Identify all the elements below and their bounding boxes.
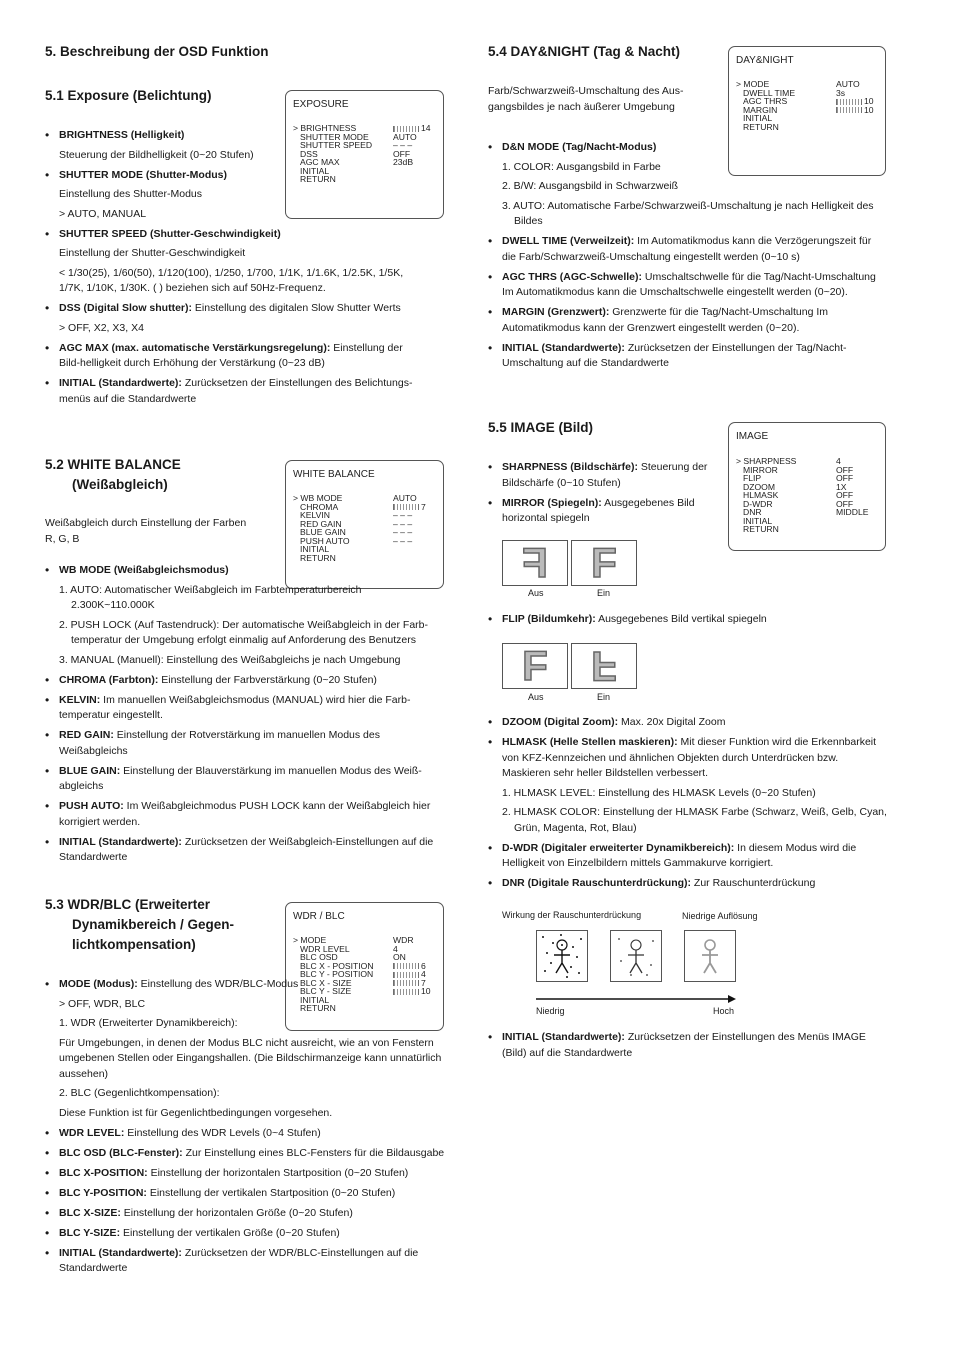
section-5-1-title: 5.1 Exposure (Belichtung) — [45, 88, 212, 103]
item-heading: BLC Y-SIZE: — [59, 1226, 121, 1239]
osd-value-text: MIDDLE — [836, 507, 869, 517]
section-5-2-title-line1: 5.2 WHITE BALANCE — [45, 457, 181, 472]
item-subline: Einstellung der Shutter-Geschwindigkeit — [59, 247, 246, 259]
osd-value-text: AUTO — [836, 79, 860, 89]
osd-key: D-WDR — [743, 498, 773, 509]
osd-key: DWELL TIME — [743, 87, 796, 98]
osd-title: IMAGE — [736, 431, 769, 442]
dnr-high-label: Hoch — [713, 1006, 735, 1016]
section-5-3-title-line3: lichtkompensation) — [72, 937, 196, 952]
list-item — [45, 1186, 445, 1202]
osd-key: DZOOM — [743, 481, 775, 492]
item-subline: 2. BLC (Gegenlichtkompensation): — [59, 1087, 220, 1099]
item-text: Zurücksetzen der Einstellungen der Tag/Nacht-Umschaltung auf die Standardwerte — [502, 341, 847, 369]
image-initial-list — [488, 1030, 888, 1066]
osd-key: KELVIN — [300, 510, 330, 520]
item-text: Einstellung der horizontalen Startposition (0~20 Stufen) — [147, 1166, 409, 1179]
list-item — [488, 270, 888, 301]
dnr-noisy-image — [536, 930, 588, 982]
item-heading: SHUTTER SPEED (Shutter-Geschwindigkeit) — [59, 227, 281, 240]
osd-row — [293, 554, 437, 563]
osd-title: WHITE BALANCE — [293, 469, 375, 480]
osd-rows — [293, 494, 437, 562]
item-subline: 3. AUTO: Automatische Farbe/Schwarzweiß-Umschaltung je nach Helligkeit des Bildes — [502, 199, 874, 227]
osd-key: DNR — [743, 507, 762, 517]
osd-value-text: – – – — [393, 527, 413, 537]
list-item — [45, 563, 445, 668]
osd-value-text: 4 — [393, 943, 398, 954]
osd-key: > MODE — [293, 935, 327, 945]
osd-key: BLUE GAIN — [300, 527, 346, 537]
image-list-b — [488, 715, 888, 896]
item-text: Grenzwerte für die Tag/Nacht-Umschaltung Im Automatikmodus kann der Grenzwert eingestellt werden (0~20). — [502, 306, 828, 334]
flip-off-image: F — [502, 643, 568, 689]
osd-value — [393, 494, 417, 503]
osd-value — [836, 106, 874, 115]
list-item — [45, 1146, 445, 1162]
item-text: Zur Rauschunterdrückung — [691, 877, 816, 889]
osd-key: CHROMA — [300, 501, 339, 512]
item-subline: > AUTO, MANUAL — [59, 207, 147, 220]
list-item — [488, 140, 888, 230]
item-subline: Steuerung der Bildhelligkeit (0~20 Stufen) — [59, 148, 254, 161]
item-text: Einstellung des WDR Levels (0~4 Stufen) — [124, 1126, 321, 1139]
osd-key: MARGIN — [743, 104, 778, 115]
item-subline: 1. WDR (Erweiterter Dynamikbereich): — [59, 1017, 238, 1029]
osd-key: SHUTTER SPEED — [300, 140, 373, 150]
slider-bar-icon — [393, 963, 419, 969]
osd-value-text: 4 — [836, 456, 841, 466]
osd-key: DSS — [300, 148, 318, 159]
item-text: Umschaltschwelle für die Tag/Nacht-Umschaltung Im Automatikmodus kann die Umschaltschwelle eingestellt werden (0~20). — [502, 270, 876, 298]
list-item — [45, 128, 425, 163]
item-heading: BLC OSD (BLC-Fenster): — [59, 1146, 183, 1159]
item-text: Einstellung der vertikalen Größe (0~20 Stufen) — [120, 1226, 340, 1239]
list-item — [488, 460, 713, 491]
list-item — [45, 728, 445, 759]
osd-value-text: – – – — [393, 510, 413, 520]
mirror-on-image: F — [571, 540, 637, 586]
stick-figure-medium-icon — [611, 931, 661, 981]
osd-key: AGC MAX — [300, 157, 340, 167]
item-heading: INITIAL (Standardwerte): — [502, 341, 625, 354]
osd-key: RETURN — [743, 121, 779, 132]
list-item — [45, 799, 445, 830]
osd-key: RETURN — [300, 552, 336, 563]
osd-value-text: 10 — [421, 986, 431, 996]
section-5-3-title-line1: 5.3 WDR/BLC (Erweiterter — [45, 897, 211, 912]
item-heading: SHUTTER MODE (Shutter-Modus) — [59, 168, 227, 181]
item-text: In diesem Modus wird die Helligkeit von Einzelbildern mittels Gammakurve korrigiert. — [502, 841, 857, 869]
list-item — [45, 165, 425, 223]
osd-rows — [736, 457, 879, 534]
item-text: Einstellung der horizontalen Größe (0~20 Stufen) — [120, 1206, 353, 1219]
item-text: Zurücksetzen der Einstellungen des Menüs IMAGE (Bild) auf die Standardwerte — [502, 1031, 866, 1059]
osd-key: RETURN — [300, 174, 336, 184]
list-item — [488, 496, 713, 527]
osd-value-text: 3s — [836, 87, 846, 98]
osd-value-text: 7 — [421, 977, 426, 988]
dnr-low-label: Niedrig — [536, 1006, 565, 1016]
list-item — [488, 612, 888, 628]
section-5-3-title-line2: Dynamikbereich / Gegen- — [72, 917, 235, 932]
item-heading: RED GAIN: — [59, 729, 114, 741]
osd-value — [836, 508, 868, 517]
list-item — [45, 673, 445, 689]
osd-value-text: OFF — [836, 498, 854, 509]
item-heading: BLC X-SIZE: — [59, 1206, 121, 1219]
item-heading: DNR (Digitale Rauschunterdrückung): — [502, 877, 692, 889]
flip-list — [488, 612, 888, 632]
item-heading: BRIGHTNESS (Helligkeit) — [59, 129, 185, 141]
item-heading: DZOOM (Digital Zoom): — [502, 716, 619, 728]
osd-title: DAY&NIGHT — [736, 55, 794, 66]
item-heading: DWELL TIME (Verweilzeit): — [502, 235, 635, 247]
list-item — [488, 1030, 888, 1061]
osd-key: HLMASK — [743, 490, 779, 500]
list-item — [45, 977, 445, 1121]
osd-key: BLC Y - POSITION — [300, 969, 374, 979]
flip-off-caption: Aus — [528, 692, 544, 702]
item-heading: BLUE GAIN: — [59, 764, 121, 777]
flip-on-image: F — [571, 643, 637, 689]
mirror-off-image: F — [502, 540, 568, 586]
item-text: Einstellung der Bild-helligkeit durch Erhöhung der Verstärkung (0~23 dB) — [59, 341, 403, 369]
osd-key: WDR LEVEL — [300, 943, 350, 954]
list-item — [45, 835, 445, 866]
item-heading: DSS (Digital Slow shutter): — [59, 302, 193, 314]
osd-key: RETURN — [743, 524, 779, 534]
item-text: Im Automatikmodus kann die Verzögerungszeit für die Farb/Schwarzweiß-Umschaltung eingestellt werden (0~10 s) — [502, 235, 872, 263]
list-item — [45, 1166, 445, 1182]
image-osd — [728, 422, 886, 551]
item-text: Einstellung der Blauverstärkung im manuellen Modus des Weiß-abgleichs — [59, 764, 422, 792]
section-5-2-title-line2: (Weißabgleich) — [72, 477, 168, 492]
osd-value-text: 7 — [421, 501, 426, 512]
list-item — [45, 764, 445, 795]
slider-bar-icon — [836, 99, 862, 105]
item-heading: AGC MAX (max. automatische Verstärkungsregelung): — [59, 341, 331, 354]
item-heading: WB MODE (Weißabgleichsmodus) — [59, 564, 229, 576]
item-subline: Einstellung des Shutter-Modus — [59, 188, 202, 200]
osd-rows — [736, 80, 879, 131]
dnr-lowres-image — [684, 930, 736, 982]
item-text: Im manuellen Weißabgleichsmodus (MANUAL) wird hier die Farb-temperatur eingestellt. — [59, 693, 411, 721]
item-heading: BLC Y-POSITION: — [59, 1186, 147, 1199]
item-heading: D&N MODE (Tag/Nacht-Modus) — [502, 141, 657, 153]
osd-key: > MODE — [736, 79, 770, 89]
stick-figure-blurred-icon — [685, 931, 735, 981]
osd-value-text: 10 — [864, 96, 874, 106]
item-text: Zurücksetzen der Weißabgleich-Einstellungen auf die Standardwerte — [59, 835, 434, 863]
item-heading: INITIAL (Standardwerte): — [502, 1031, 625, 1043]
item-heading: SHARPNESS (Bildschärfe): — [502, 461, 638, 473]
osd-value — [836, 89, 845, 98]
list-item — [45, 301, 425, 336]
dnr-scale-arrow-icon — [536, 993, 736, 1005]
item-heading: CHROMA (Farbton): — [59, 673, 159, 686]
osd-key: > WB MODE — [293, 493, 343, 503]
white-balance-intro: Weißabgleich durch Einstellung der Farben R, G, B — [45, 517, 247, 545]
item-text: Einstellung der Rotverstärkung im manuellen Modus des Weißabgleichs — [59, 729, 380, 757]
osd-value-text: AUTO — [393, 131, 417, 142]
item-text: Zurücksetzen der Einstellungen des Belichtungs-menüs auf die Standardwerte — [59, 377, 413, 405]
list-item — [45, 1246, 445, 1277]
dnr-medium-image — [610, 930, 662, 982]
osd-key: BLC Y - SIZE — [300, 986, 352, 996]
item-heading: INITIAL (Standardwerte): — [59, 1246, 182, 1259]
item-heading: MIRROR (Spiegeln): — [502, 496, 602, 509]
osd-key: > SHARPNESS — [736, 456, 797, 466]
item-text: Max. 20x Digital Zoom — [618, 716, 726, 728]
list-item — [45, 227, 425, 297]
osd-key: MIRROR — [743, 464, 778, 475]
item-text: Zurücksetzen der WDR/BLC-Einstellungen auf die Standardwerte — [59, 1246, 419, 1274]
osd-value-text: 14 — [421, 123, 431, 133]
day-night-intro: Farb/Schwarzweiß-Umschaltung des Aus-gangsbildes je nach äußerer Umgebung — [488, 85, 684, 113]
item-subline: 1. AUTO: Automatischer Weißabgleich im Farbtemperaturbereich 2.300K~110.000K — [59, 583, 362, 611]
item-subline: 1. HLMASK LEVEL: Einstellung des HLMASK Levels (0~20 Stufen) — [502, 786, 816, 799]
osd-value-text: 6 — [421, 960, 426, 971]
osd-key: RED GAIN — [300, 518, 342, 529]
item-subline: Diese Funktion ist für Gegenlichtbedingungen vorgesehen. — [59, 1106, 333, 1119]
item-subline: 1. COLOR: Ausgangsbild in Farbe — [502, 160, 661, 173]
image-list-a — [488, 460, 713, 531]
osd-value-text: – – – — [393, 140, 413, 150]
item-text: Einstellung des digitalen Slow Shutter Werts — [192, 302, 401, 314]
osd-key: BLC X - SIZE — [300, 977, 352, 988]
osd-key: BLC OSD — [300, 952, 338, 962]
osd-value-text: 10 — [864, 104, 874, 115]
item-text: Einstellung der Farbverstärkung (0~20 Stufen) — [158, 673, 377, 686]
osd-value-text: – – – — [393, 535, 413, 546]
item-heading: KELVIN: — [59, 693, 101, 706]
list-item — [45, 1226, 445, 1242]
item-text: Einstellung des WDR/BLC-Modus — [137, 978, 299, 990]
osd-key: INITIAL — [300, 994, 330, 1005]
osd-value — [393, 953, 406, 962]
section-5-title: 5. Beschreibung der OSD Funktion — [45, 44, 269, 59]
flip-on-caption: Ein — [597, 692, 611, 702]
item-heading: INITIAL (Standardwerte): — [59, 377, 182, 389]
osd-value-text: AUTO — [393, 493, 417, 503]
osd-title: EXPOSURE — [293, 99, 349, 110]
item-heading: D-WDR (Digitaler erweiterter Dynamikbereich): — [502, 841, 735, 854]
item-subline: 2. B/W: Ausgangsbild in Schwarzweiß — [502, 180, 679, 192]
item-subline: > OFF, X2, X3, X4 — [59, 321, 144, 334]
item-subline: 3. MANUAL (Manuell): Einstellung des Weißabgleichs je nach Umgebung — [59, 653, 401, 666]
list-item — [488, 841, 888, 872]
osd-key: SHUTTER MODE — [300, 131, 369, 142]
item-heading: WDR LEVEL: — [59, 1126, 125, 1139]
item-subline: > OFF, WDR, BLC — [59, 997, 146, 1010]
item-heading: HLMASK (Helle Stellen maskieren): — [502, 736, 678, 748]
osd-key: INITIAL — [300, 165, 330, 176]
item-text: Ausgegebenes Bild vertikal spiegeln — [595, 613, 767, 625]
list-item — [488, 305, 888, 336]
osd-row — [736, 525, 879, 534]
osd-value-text: OFF — [393, 148, 411, 159]
list-item — [488, 341, 888, 372]
item-text: Einstellung der vertikalen Startposition (0~20 Stufen) — [146, 1186, 396, 1199]
mirror-on-caption: Ein — [597, 588, 611, 598]
item-heading: MODE (Modus): — [59, 978, 138, 990]
exposure-list — [45, 128, 425, 412]
item-subline: < 1/30(25), 1/60(50), 1/120(100), 1/250, 1/700, 1/1K, 1/1.6K, 1/2.5K, 1/5K, 1/7K, 1/10K, 1/30K. ( ) beziehen sich auf 50Hz-Frequenz. — [59, 266, 404, 294]
section-5-4-title: 5.4 DAY&NIGHT (Tag & Nacht) — [488, 44, 681, 59]
item-text: Zur Einstellung eines BLC-Fensters für die Bildausgabe — [182, 1146, 445, 1159]
dnr-effect-caption: Wirkung der Rauschunterdrückung — [502, 910, 642, 920]
item-heading: INITIAL (Standardwerte): — [59, 835, 182, 848]
osd-value-text: ON — [393, 952, 406, 962]
item-text: Ausgegebenes Bild horizontal spiegeln — [502, 496, 695, 524]
item-text: Im Weißabgleichmodus PUSH LOCK kann der Weißabgleich hier korrigiert werden. — [59, 800, 431, 828]
list-item — [488, 715, 888, 731]
osd-key: RETURN — [300, 1003, 336, 1013]
section-5-5-title: 5.5 IMAGE (Bild) — [488, 420, 594, 435]
stick-figure-noisy-icon — [537, 931, 587, 981]
osd-key: > BRIGHTNESS — [293, 123, 357, 133]
item-heading: MARGIN (Grenzwert): — [502, 306, 610, 318]
osd-value-text: WDR — [393, 935, 414, 945]
list-item — [45, 341, 425, 372]
list-item — [488, 234, 888, 265]
item-heading: BLC X-POSITION: — [59, 1166, 148, 1179]
osd-value-text: 1X — [836, 481, 847, 492]
osd-key: INITIAL — [300, 544, 330, 554]
slider-bar-icon — [836, 107, 862, 113]
white-balance-list — [45, 563, 445, 870]
osd-key: INITIAL — [743, 113, 773, 123]
osd-key: FLIP — [743, 473, 762, 483]
item-heading: FLIP (Bildumkehr): — [502, 613, 596, 625]
wdr-blc-list — [45, 977, 445, 1281]
item-subline: 2. PUSH LOCK (Auf Tastendruck): Der automatische Weißabgleich in der Farb-temperatur der Umgebung erfolgt einmalig auf Anforderung des Benutzers — [59, 618, 429, 646]
list-item — [45, 1126, 445, 1142]
osd-key: AGC THRS — [743, 96, 788, 106]
item-text: Steuerung der Bildschärfe (0~10 Stufen) — [502, 461, 708, 489]
osd-title: WDR / BLC — [293, 911, 345, 922]
osd-value-text: OFF — [836, 464, 854, 475]
osd-key: INITIAL — [743, 515, 773, 526]
list-item — [488, 876, 888, 892]
osd-value-text: – – – — [393, 518, 413, 529]
item-subline: 2. HLMASK COLOR: Einstellung der HLMASK Farbe (Schwarz, Weiß, Gelb, Cyan, Grün, Magenta, Rot, Blau) — [502, 806, 887, 834]
list-item — [488, 735, 888, 836]
item-heading: AGC THRS (AGC-Schwelle): — [502, 270, 643, 283]
osd-key: BLC X - POSITION — [300, 960, 374, 971]
osd-value-text: 23dB — [393, 157, 414, 167]
item-subline: Für Umgebungen, in denen der Modus BLC nicht ausreicht, wie an von Fenstern umgebenen Stellen oder Eingangshallen. (Die Bildschirmanzeige kann unnatürlich aussehen) — [59, 1036, 442, 1080]
mirror-off-caption: Aus — [528, 588, 544, 598]
list-item — [45, 693, 445, 724]
osd-value-text: 4 — [421, 969, 426, 979]
osd-key: PUSH AUTO — [300, 535, 350, 546]
osd-value-text: OFF — [836, 490, 854, 500]
item-heading: PUSH AUTO: — [59, 800, 124, 812]
item-text: Mit dieser Funktion wird die Erkennbarkeit von KFZ-Kennzeichen und ähnlichen Objekten durch Unterdrücken bzw. Maskieren sehr heller Bildstellen verbessert. — [502, 736, 877, 779]
list-item — [45, 376, 425, 407]
day-night-list — [488, 140, 888, 376]
dnr-lowres-caption: Niedrige Auflösung — [682, 911, 758, 921]
osd-row — [736, 123, 879, 132]
list-item — [45, 1206, 445, 1222]
osd-value-text: OFF — [836, 473, 854, 483]
osd-value — [393, 537, 412, 546]
